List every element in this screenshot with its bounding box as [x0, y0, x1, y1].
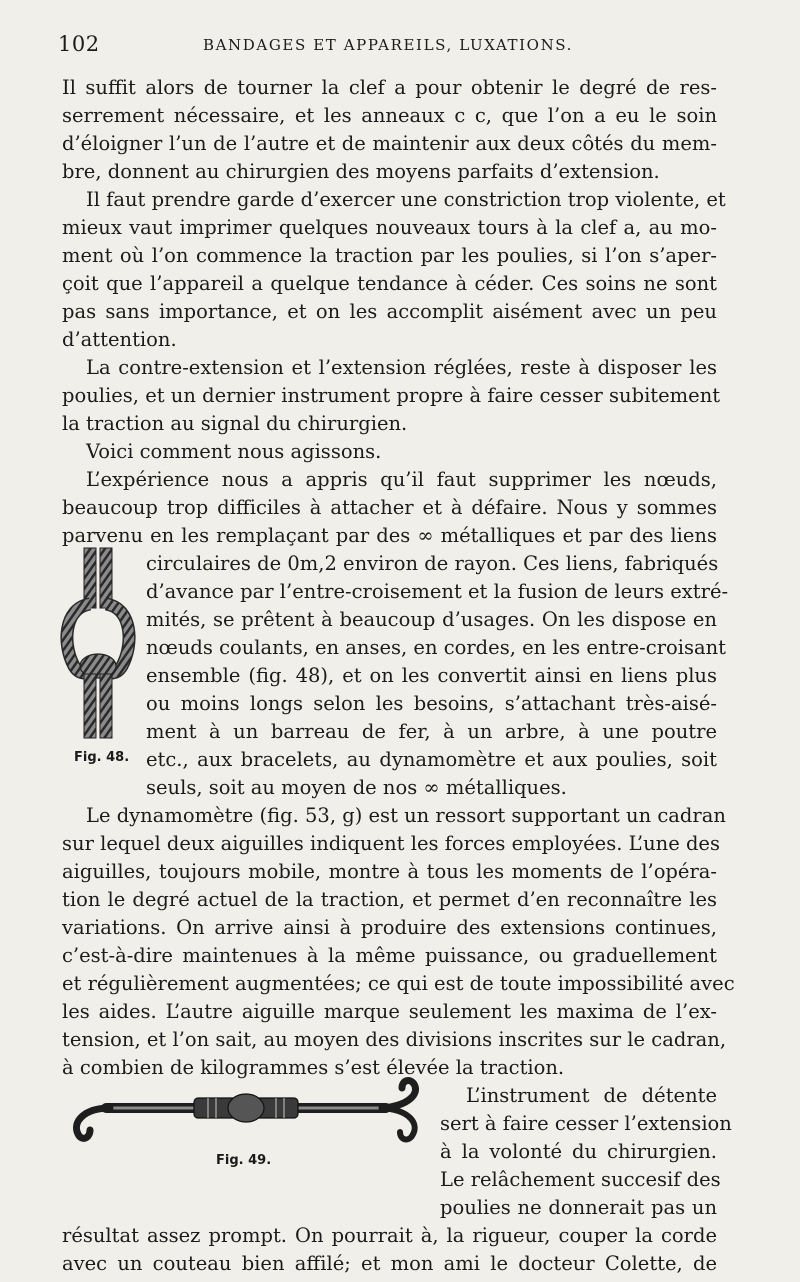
page-header — [58, 30, 738, 62]
text-line-2: serrement nécessaire, et les anneaux c c, que l’on a eu le soin — [62, 104, 717, 127]
text-line-35: tension, et l’on sait, au moyen des divisions inscrites sur le cadran, — [62, 1028, 727, 1051]
text-line-9: pas sans importance, et on les accomplit aisément avec un peu — [62, 300, 717, 323]
text-line-21: nœuds coulants, en anses, en cordes, en les entre-croisant — [146, 636, 727, 659]
text-line-29: aiguilles, toujours mobile, montre à tous les moments de l’opéra- — [62, 860, 717, 883]
text-line-33: et régulièrement augmentées; ce qui est de toute impossibilité avec — [62, 972, 735, 995]
text-line-26: seuls, soit au moyen de nos ∞ métalliques. — [146, 776, 567, 799]
text-line-27: Le dynamomètre (fig. 53, g) est un ressort supportant un cadran — [86, 804, 726, 827]
text-line-14: Voici comment nous agissons. — [86, 440, 382, 463]
text-line-12: poulies, et un dernier instrument propre à faire cesser subitement — [62, 384, 721, 407]
text-line-17: parvenu en les remplaçant par des ∞ métalliques et par des liens — [62, 524, 717, 547]
text-line-5: Il faut prendre garde d’exercer une constriction trop violente, et — [86, 188, 726, 211]
text-line-19: d’avance par l’entre-croisement et la fusion de leurs extré- — [146, 580, 729, 603]
double-hook-instrument-illustration — [66, 1078, 428, 1148]
text-line-7: ment où l’on commence la traction par les poulies, si l’on s’aper- — [62, 244, 717, 267]
figure-48-caption: Fig. 48. — [74, 750, 130, 765]
text-line-11: La contre-extension et l’extension réglées, reste à disposer les — [86, 356, 717, 379]
text-line-32: c’est-à-dire maintenues à la même puissance, ou graduellement — [62, 944, 717, 967]
text-line-34: les aides. L’autre aiguille marque seulement les maxima de l’ex- — [62, 1000, 717, 1023]
text-line-15: L’expérience nous a appris qu’il faut supprimer les nœuds, — [86, 468, 717, 491]
text-line-3: d’éloigner l’un de l’autre et de maintenir aux deux côtés du mem- — [62, 132, 717, 155]
text-line-18: circulaires de 0m,2 environ de rayon. Ces liens, fabriqués — [146, 552, 719, 575]
text-line-23: ou moins longs selon les besoins, s’attachant très-aisé- — [146, 692, 717, 715]
text-line-25: etc., aux bracelets, au dynamomètre et aux poulies, soit — [146, 748, 717, 771]
text-line-22: ensemble (fig. 48), et on les convertit ainsi en liens plus — [146, 664, 717, 687]
page-number: 102 — [58, 32, 100, 56]
text-line-38: sert à faire cesser l’extension — [440, 1112, 732, 1135]
text-line-39: à la volonté du chirurgien. — [440, 1140, 717, 1163]
reef-knot-illustration — [60, 548, 136, 740]
text-line-28: sur lequel deux aiguilles indiquent les forces employées. L’une des — [62, 832, 720, 855]
text-line-24: ment à un barreau de fer, à un arbre, à une poutre — [146, 720, 717, 743]
text-line-20: mités, se prêtent à beaucoup d’usages. On les dispose en — [146, 608, 717, 631]
text-line-8: çoit que l’appareil a quelque tendance à céder. Ces soins ne sont — [62, 272, 717, 295]
text-line-13: la traction au signal du chirurgien. — [62, 412, 408, 435]
text-line-37: L’instrument de détente — [466, 1084, 717, 1107]
text-line-41: poulies ne donnerait pas un — [440, 1196, 717, 1219]
text-line-36: à combien de kilogrammes s’est élevée la traction. — [62, 1056, 565, 1079]
text-line-43: avec un couteau bien affilé; et mon ami le docteur Colette, de — [62, 1252, 717, 1275]
text-line-1: Il suffit alors de tourner la clef a pour obtenir le degré de res- — [62, 76, 717, 99]
running-head: BANDAGES ET APPAREILS, LUXATIONS. — [203, 36, 574, 54]
text-line-10: d’attention. — [62, 328, 177, 351]
text-line-6: mieux vaut imprimer quelques nouveaux tours à la clef a, au mo- — [62, 216, 717, 239]
text-line-40: Le relâchement succesif des — [440, 1168, 721, 1191]
text-line-4: bre, donnent au chirurgien des moyens parfaits d’extension. — [62, 160, 660, 183]
figure-49-caption: Fig. 49. — [216, 1153, 272, 1168]
text-line-30: tion le degré actuel de la traction, et permet d’en reconnaître les — [62, 888, 717, 911]
text-line-42: résultat assez prompt. On pourrait à, la rigueur, couper la corde — [62, 1224, 717, 1247]
text-line-31: variations. On arrive ainsi à produire des extensions continues, — [62, 916, 717, 939]
text-line-16: beaucoup trop difficiles à attacher et à défaire. Nous y sommes — [62, 496, 717, 519]
